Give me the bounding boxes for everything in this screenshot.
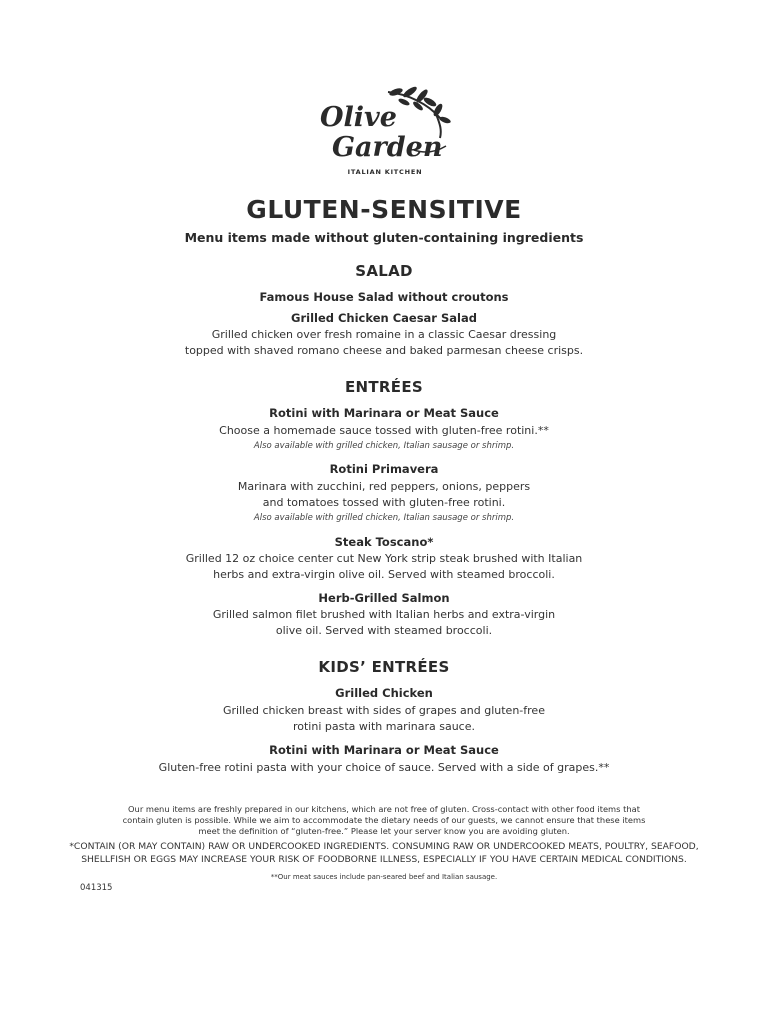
- sauce-footnote: **Our meat sauces include pan-seared beef and Italian sausage.: [270, 873, 498, 881]
- menu-item-description: Grilled chicken breast with sides of grapes and gluten-free: [223, 704, 545, 717]
- menu-item-name: Famous House Salad without croutons: [259, 290, 509, 304]
- menu-item-description: Grilled chicken over fresh romaine in a classic Caesar dressing: [211, 328, 557, 341]
- section-heading-salad: SALAD: [355, 262, 413, 280]
- page-title: GLUTEN-SENSITIVE: [246, 195, 522, 224]
- menu-item-description: Grilled salmon filet brushed with Italian herbs and extra-virgin: [212, 608, 556, 621]
- document-code: 041315: [80, 883, 113, 893]
- menu-item-name: Rotini Primavera: [329, 462, 439, 476]
- menu-item-name: Grilled Chicken: [335, 686, 433, 700]
- logo-tagline: ITALIAN KITCHEN: [347, 168, 423, 176]
- menu-item-description: rotini pasta with marinara sauce.: [292, 720, 475, 733]
- disclaimer-text: contain gluten is possible. While we aim to accommodate the dietary needs of our guests, we cannot ensure that these items: [122, 815, 646, 825]
- section-heading-kids: KIDS’ ENTRÉES: [318, 658, 450, 676]
- olive-branch-icon: [318, 84, 452, 176]
- menu-item-description: olive oil. Served with steamed broccoli.: [275, 624, 493, 637]
- menu-item-name: Rotini with Marinara or Meat Sauce: [269, 743, 499, 757]
- menu-item-description: Gluten-free rotini pasta with your choice of sauce. Served with a side of grapes.**: [158, 761, 610, 774]
- food-safety-warning: *CONTAIN (OR MAY CONTAIN) RAW OR UNDERCOOKED INGREDIENTS. CONSUMING RAW OR UNDERCOOKED MEATS, POULTRY, SEAFOOD,: [69, 841, 699, 852]
- menu-item-description: and tomatoes tossed with gluten-free rotini.: [262, 496, 506, 509]
- menu-item-name: Steak Toscano*: [334, 535, 434, 549]
- olive-garden-logo: [318, 84, 452, 176]
- menu-item-description: Grilled 12 oz choice center cut New York strip steak brushed with Italian: [185, 552, 583, 565]
- section-heading-entrees: ENTRÉES: [345, 378, 423, 396]
- menu-item-description: topped with shaved romano cheese and baked parmesan cheese crisps.: [184, 344, 584, 357]
- menu-item-name: Grilled Chicken Caesar Salad: [291, 311, 477, 325]
- menu-item-note: Also available with grilled chicken, Italian sausage or shrimp.: [253, 513, 515, 523]
- menu-item-description: Choose a homemade sauce tossed with gluten-free rotini.**: [219, 424, 549, 437]
- menu-item-description: herbs and extra-virgin olive oil. Served with steamed broccoli.: [213, 568, 555, 581]
- disclaimer-text: Our menu items are freshly prepared in our kitchens, which are not free of gluten. Cross-contact with other food items that: [128, 804, 640, 814]
- food-safety-warning: SHELLFISH OR EGGS MAY INCREASE YOUR RISK OF FOODBORNE ILLNESS, ESPECIALLY IF YOU HAVE CERTAIN MEDICAL CONDITIONS.: [81, 854, 687, 865]
- disclaimer-text: meet the definition of “gluten-free.” Please let your server know you are avoiding gluten.: [198, 826, 570, 836]
- menu-item-name: Rotini with Marinara or Meat Sauce: [269, 406, 499, 420]
- menu-item-name: Herb-Grilled Salmon: [318, 591, 450, 605]
- logo-line2: Garden: [332, 132, 443, 163]
- menu-item-description: Marinara with zucchini, red peppers, onions, peppers: [237, 480, 531, 493]
- page-subtitle: Menu items made without gluten-containing ingredients: [184, 230, 584, 245]
- logo-line1: Olive: [320, 102, 397, 133]
- menu-item-note: Also available with grilled chicken, Italian sausage or shrimp.: [253, 441, 515, 451]
